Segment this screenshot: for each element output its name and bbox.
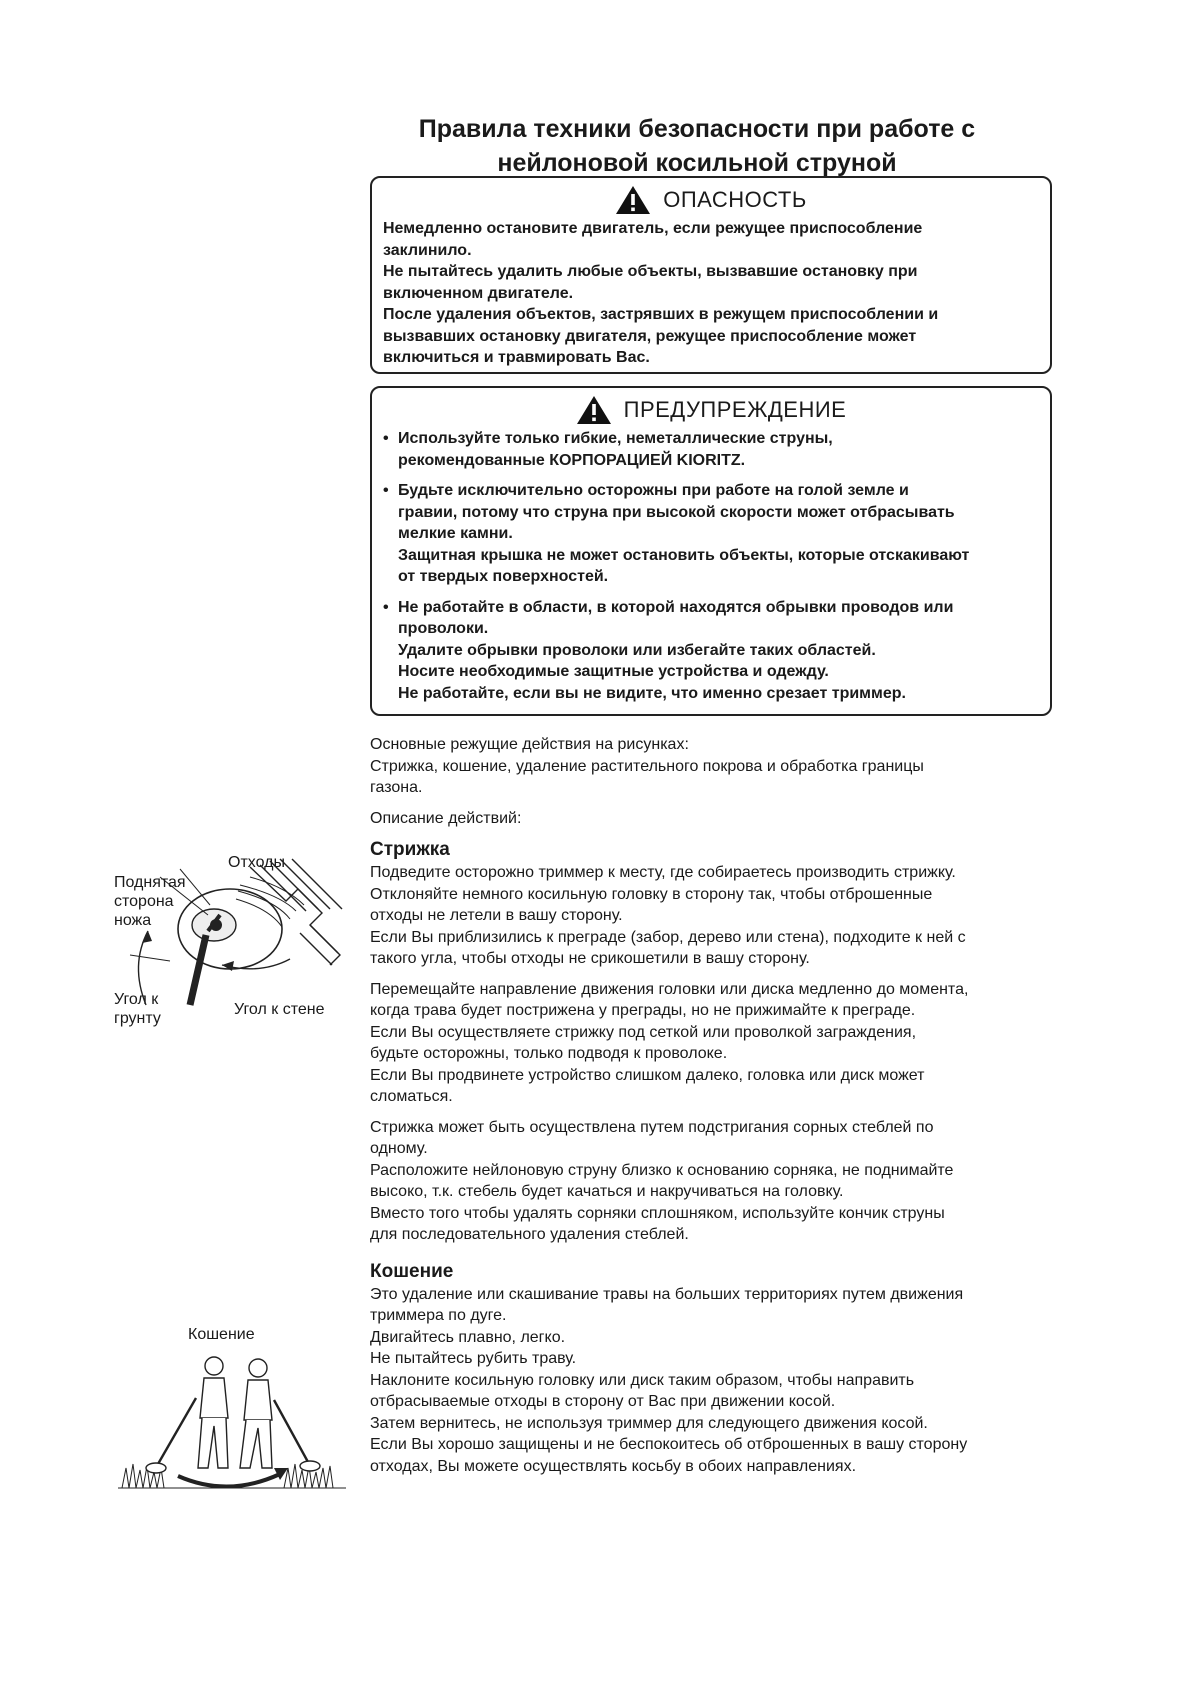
warning-line: Удалите обрывки проволоки или избегайте таких областей.	[398, 641, 876, 659]
text-line: будьте осторожны, только подводя к проволоке.	[370, 1045, 728, 1062]
fig-label-debris: Отходы	[228, 854, 285, 871]
text-line: Основные режущие действия на рисунках:	[370, 736, 689, 753]
page-title	[372, 112, 1022, 180]
danger-body	[372, 218, 1050, 369]
danger-heading-text: ОПАСНОСТЬ	[663, 187, 807, 212]
trimming-paragraph	[370, 1117, 1060, 1246]
danger-line: заклинило.	[383, 241, 472, 259]
warning-triangle-icon	[576, 395, 612, 425]
warning-heading	[372, 392, 1050, 428]
section-heading-trimming: Стрижка	[370, 839, 450, 860]
trimming-paragraph	[370, 862, 1060, 970]
danger-line: вызвавших остановку двигателя, режущее приспособление может	[383, 327, 917, 345]
danger-line: включенном двигателе.	[383, 284, 574, 302]
text-line: такого угла, чтобы отходы не срикошетили в вашу сторону.	[370, 950, 810, 967]
text-line: Расположите нейлоновую струну близко к основанию сорняка, не поднимайте	[370, 1161, 954, 1179]
warning-triangle-icon	[615, 185, 651, 215]
warning-bullet	[383, 480, 1038, 588]
text-line: Затем вернитесь, не используя триммер для следующего движения косой.	[370, 1414, 928, 1432]
text-line: Если Вы приблизились к преграде (забор, дерево или стена), подходите к ней с	[370, 928, 966, 946]
trimming-illustration	[110, 855, 350, 1015]
warning-line: Не работайте, если вы не видите, что именно срезает триммер.	[398, 684, 906, 702]
text-line: Вместо того чтобы удалять сорняки сплошняком, используйте кончик струны	[370, 1204, 945, 1222]
text-line: высоко, т.к. стебель будет качаться и накручиваться на головку.	[370, 1183, 844, 1200]
danger-line: включиться и травмировать Вас.	[383, 349, 650, 366]
warning-box	[370, 386, 1052, 716]
text-line: Угол к	[114, 991, 159, 1008]
warning-line: от твердых поверхностей.	[398, 568, 609, 585]
warning-heading-text: ПРЕДУПРЕЖДЕНИЕ	[623, 397, 847, 422]
text-line: Если Вы продвинете устройство слишком далеко, головка или диск может	[370, 1066, 925, 1084]
title-line-1: Правила техники безопасности при работе с	[418, 115, 976, 143]
text-line: Двигайтесь плавно, легко.	[370, 1328, 566, 1346]
text-line: газона.	[370, 779, 423, 796]
warning-line: рекомендованные КОРПОРАЦИЕЙ KIORITZ.	[398, 451, 746, 469]
text-line: Стрижка может быть осуществлена путем подстригания сорных стеблей по	[370, 1118, 934, 1136]
fig-label-mowing: Кошение	[188, 1326, 255, 1343]
intro-paragraph	[370, 808, 1060, 830]
intro-paragraph	[370, 734, 1060, 799]
text-line: Стрижка, кошение, удаление растительного покрова и обработка границы	[370, 757, 924, 775]
text-line: сломаться.	[370, 1088, 453, 1105]
text-line: для последовательного удаления стеблей.	[370, 1226, 689, 1243]
section-heading-mowing: Кошение	[370, 1260, 454, 1282]
text-line: Если Вы хорошо защищены и не беспокоитесь об отброшенных в вашу сторону	[370, 1436, 968, 1453]
text-line: триммера по дуге.	[370, 1307, 507, 1324]
warning-bullet	[383, 597, 1038, 705]
text-line: отходах, Вы можете осуществлять косьбу в обоих направлениях.	[370, 1457, 857, 1475]
mowing-paragraph	[370, 1284, 1060, 1478]
text-line: Поднятая	[114, 874, 186, 891]
text-line: Перемещайте направление движения головки или диска медленно до момента,	[370, 980, 969, 998]
trimming-paragraph	[370, 979, 1060, 1108]
text-line: грунту	[114, 1010, 161, 1027]
warning-line: Защитная крышка не может остановить объекты, которые отскакивают	[398, 546, 970, 564]
text-line: сторона	[114, 893, 174, 910]
text-line: когда трава будет пострижена у преграды, но не прижимайте к преграде.	[370, 1002, 916, 1019]
warning-bullet	[383, 428, 1038, 471]
warning-line: • Будьте исключительно осторожны при работе на голой земле и	[398, 482, 909, 499]
danger-line: Немедленно остановите двигатель, если режущее приспособление	[383, 220, 923, 237]
text-line: Если Вы осуществляете стрижку под сеткой или проволкой заграждения,	[370, 1023, 917, 1041]
warning-line: проволоки.	[398, 620, 489, 637]
warning-line: • Используйте только гибкие, неметаллические струны,	[398, 430, 833, 447]
danger-heading	[372, 182, 1050, 218]
main-text	[370, 734, 1060, 1486]
text-line: отбрасываемые отходы в сторону от Вас при движении косой.	[370, 1393, 836, 1410]
text-line: отходы не летели в вашу сторону.	[370, 907, 623, 924]
mowing-illustration	[118, 1348, 348, 1493]
title-line-2: нейлоновой косильной струной	[497, 149, 897, 177]
warning-line: мелкие камни.	[398, 525, 513, 542]
warning-body	[372, 428, 1050, 704]
text-line: одному.	[370, 1140, 428, 1157]
warning-line: гравии, потому что струна при высокой скорости может отбрасывать	[398, 503, 955, 521]
text-line: Подведите осторожно триммер к месту, где собираетесь производить стрижку.	[370, 864, 956, 881]
text-line: Не пытайтесь рубить траву.	[370, 1350, 577, 1367]
text-line: Наклоните косильную головку или диск таким образом, чтобы направить	[370, 1371, 915, 1389]
text-line: Описание действий:	[370, 809, 522, 827]
danger-box	[370, 176, 1052, 374]
warning-line: Носите необходимые защитные устройства и одежду.	[398, 663, 829, 680]
text-line: ножа	[114, 912, 152, 929]
danger-line: После удаления объектов, застрявших в режущем приспособлении и	[383, 306, 939, 323]
fig-label-wall-angle: Угол к стене	[234, 1001, 325, 1018]
text-line: Это удаление или скашивание травы на больших территориях путем движения	[370, 1285, 964, 1303]
warning-line: • Не работайте в области, в которой находятся обрывки проводов или	[398, 598, 954, 616]
danger-line: Не пытайтесь удалить любые объекты, вызвавшие остановку при	[383, 263, 918, 280]
text-line: Отклоняйте немного косильную головку в сторону так, чтобы отброшенные	[370, 885, 933, 903]
